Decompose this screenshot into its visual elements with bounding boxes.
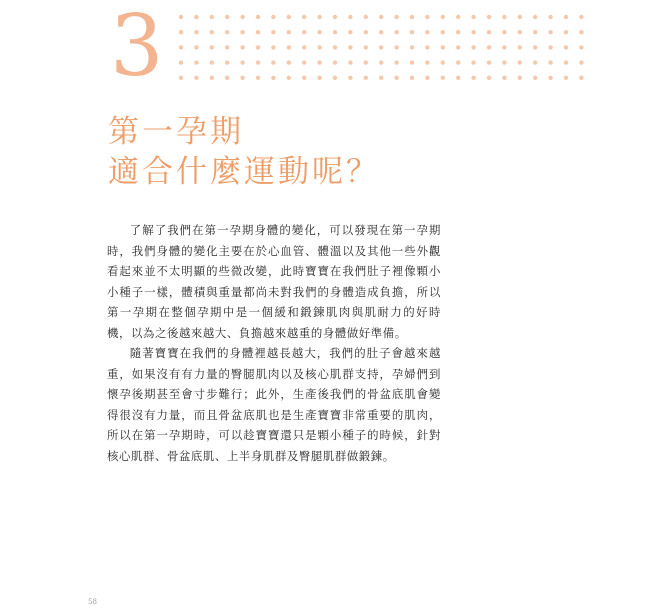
decorative-dot bbox=[256, 76, 260, 80]
chapter-number: 3 bbox=[110, 0, 164, 95]
decorative-dot bbox=[225, 15, 229, 19]
decorative-dot bbox=[471, 30, 475, 34]
decorative-dot bbox=[348, 76, 352, 80]
decorative-dot bbox=[564, 60, 568, 64]
decorative-dot bbox=[287, 45, 291, 49]
decorative-dot bbox=[333, 76, 337, 80]
title-line-2: 適合什麼運動呢？ bbox=[108, 154, 380, 190]
decorative-dot bbox=[194, 60, 198, 64]
decorative-dot bbox=[579, 45, 583, 49]
decorative-dot bbox=[394, 30, 398, 34]
decorative-dot bbox=[518, 76, 522, 80]
decorative-dot bbox=[194, 45, 198, 49]
decorative-dot bbox=[502, 76, 506, 80]
decorative-dot bbox=[240, 60, 244, 64]
decorative-dot bbox=[364, 45, 368, 49]
decorative-dot bbox=[302, 60, 306, 64]
decorative-dot bbox=[225, 76, 229, 80]
decorative-dot bbox=[240, 76, 244, 80]
decorative-dot bbox=[364, 15, 368, 19]
decorative-dot bbox=[502, 60, 506, 64]
decorative-dot bbox=[379, 15, 383, 19]
decorative-dot bbox=[317, 76, 321, 80]
decorative-dot bbox=[533, 30, 537, 34]
decorative-dot bbox=[364, 60, 368, 64]
decorative-dot bbox=[533, 76, 537, 80]
decorative-dot bbox=[348, 45, 352, 49]
decorative-dot bbox=[333, 60, 337, 64]
decorative-dot bbox=[364, 76, 368, 80]
decorative-dot bbox=[256, 45, 260, 49]
paragraph: 隨著寶寶在我們的身體裡越長越大，我們的肚子會越來越重，如果沒有有力量的臀腿肌肉以及核心肌群支持，孕婦們到懷孕後期甚至會寸步難行；此外，生產後我們的骨盆底肌會變得很沒有力量，而且骨盆底肌也是生產寶寶非常重要的肌肉，所以在第一孕期時，可以趁寶寶還只是顆小種子的時候，針對核心肌群、骨盆底肌、上半身肌群及臀腿肌群做鍛鍊。 bbox=[107, 346, 441, 463]
decorative-dot bbox=[287, 60, 291, 64]
decorative-dot bbox=[210, 76, 214, 80]
decorative-dot bbox=[487, 15, 491, 19]
decorative-dot bbox=[548, 30, 552, 34]
decorative-dot bbox=[441, 30, 445, 34]
decorative-dot bbox=[579, 60, 583, 64]
decorative-dot bbox=[333, 45, 337, 49]
decorative-dot bbox=[179, 45, 183, 49]
decorative-dot bbox=[487, 60, 491, 64]
page-title bbox=[108, 112, 380, 192]
decorative-dot bbox=[548, 76, 552, 80]
page-number: 58 bbox=[88, 598, 97, 606]
decorative-dot bbox=[225, 30, 229, 34]
decorative-dot bbox=[194, 15, 198, 19]
paragraph: 了解了我們在第一孕期身體的變化，可以發現在第一孕期時，我們身體的變化主要在於心血管、體溫以及其他一些外觀看起來並不太明顯的些微改變，此時寶寶在我們肚子裡像顆小小種子一樣，體積與重量都尚未對我們的身體造成負擔，所以第一孕期在整個孕期中是一個緩和鍛鍊肌肉與肌耐力的好時機，以為之後越來越大、負擔越來越重的身體做好準備。 bbox=[107, 223, 441, 340]
decorative-dot bbox=[410, 15, 414, 19]
decorative-dot bbox=[256, 15, 260, 19]
decorative-dot bbox=[210, 60, 214, 64]
decorative-dot bbox=[240, 30, 244, 34]
decorative-dot bbox=[456, 15, 460, 19]
decorative-dot bbox=[287, 30, 291, 34]
decorative-dot bbox=[518, 30, 522, 34]
decorative-dot bbox=[256, 30, 260, 34]
decorative-dot bbox=[271, 30, 275, 34]
decorative-dot bbox=[425, 76, 429, 80]
decorative-dot bbox=[564, 30, 568, 34]
decorative-dot bbox=[471, 15, 475, 19]
decorative-dot bbox=[579, 30, 583, 34]
title-line-1: 第一孕期 bbox=[108, 114, 244, 150]
decorative-dot bbox=[564, 45, 568, 49]
decorative-dot bbox=[302, 30, 306, 34]
decorative-dot bbox=[194, 30, 198, 34]
decorative-dot bbox=[456, 30, 460, 34]
decorative-dot bbox=[518, 45, 522, 49]
decorative-dot bbox=[502, 15, 506, 19]
decorative-dot bbox=[471, 60, 475, 64]
decorative-dot bbox=[348, 15, 352, 19]
decorative-dot bbox=[456, 45, 460, 49]
decorative-dot bbox=[348, 30, 352, 34]
decorative-dot bbox=[379, 76, 383, 80]
decorative-dot bbox=[379, 45, 383, 49]
decorative-dot bbox=[471, 76, 475, 80]
decorative-dot bbox=[410, 60, 414, 64]
decorative-dot bbox=[364, 30, 368, 34]
decorative-dot bbox=[271, 60, 275, 64]
decorative-dot bbox=[179, 60, 183, 64]
decorative-dot bbox=[502, 45, 506, 49]
decorative-dot bbox=[179, 15, 183, 19]
decorative-dot bbox=[302, 45, 306, 49]
decorative-dot bbox=[487, 76, 491, 80]
decorative-dot bbox=[271, 45, 275, 49]
decorative-dot bbox=[564, 15, 568, 19]
decorative-dot bbox=[225, 60, 229, 64]
decorative-dot bbox=[271, 15, 275, 19]
decorative-dot bbox=[425, 15, 429, 19]
decorative-dot bbox=[579, 15, 583, 19]
decorative-dot bbox=[487, 30, 491, 34]
decorative-dot bbox=[210, 30, 214, 34]
decorative-dot bbox=[425, 45, 429, 49]
decorative-dot bbox=[179, 76, 183, 80]
decorative-dot bbox=[533, 45, 537, 49]
decorative-dot bbox=[194, 76, 198, 80]
decorative-dot-grid bbox=[178, 14, 594, 86]
decorative-dot bbox=[518, 15, 522, 19]
decorative-dot bbox=[441, 60, 445, 64]
decorative-dot bbox=[456, 60, 460, 64]
decorative-dot bbox=[317, 30, 321, 34]
decorative-dot bbox=[518, 60, 522, 64]
decorative-dot bbox=[287, 76, 291, 80]
decorative-dot bbox=[425, 30, 429, 34]
decorative-dot bbox=[394, 60, 398, 64]
decorative-dot bbox=[333, 15, 337, 19]
decorative-dot bbox=[456, 76, 460, 80]
decorative-dot bbox=[579, 76, 583, 80]
decorative-dot bbox=[287, 15, 291, 19]
decorative-dot bbox=[410, 76, 414, 80]
decorative-dot bbox=[379, 60, 383, 64]
decorative-dot bbox=[240, 15, 244, 19]
decorative-dot bbox=[548, 60, 552, 64]
decorative-dot bbox=[240, 45, 244, 49]
decorative-dot bbox=[271, 76, 275, 80]
decorative-dot bbox=[348, 60, 352, 64]
decorative-dot bbox=[502, 30, 506, 34]
decorative-dot bbox=[210, 45, 214, 49]
decorative-dot bbox=[256, 60, 260, 64]
decorative-dot bbox=[548, 15, 552, 19]
decorative-dot bbox=[179, 30, 183, 34]
decorative-dot bbox=[533, 60, 537, 64]
decorative-dot bbox=[302, 15, 306, 19]
decorative-dot bbox=[441, 15, 445, 19]
decorative-dot bbox=[564, 76, 568, 80]
decorative-dot bbox=[317, 45, 321, 49]
decorative-dot bbox=[317, 60, 321, 64]
body-text bbox=[107, 220, 441, 466]
decorative-dot bbox=[210, 15, 214, 19]
decorative-dot bbox=[441, 45, 445, 49]
decorative-dot bbox=[394, 45, 398, 49]
decorative-dot bbox=[441, 76, 445, 80]
decorative-dot bbox=[333, 30, 337, 34]
decorative-dot bbox=[425, 60, 429, 64]
decorative-dot bbox=[317, 15, 321, 19]
decorative-dot bbox=[487, 45, 491, 49]
decorative-dot bbox=[410, 45, 414, 49]
decorative-dot bbox=[548, 45, 552, 49]
decorative-dot bbox=[379, 30, 383, 34]
decorative-dot bbox=[225, 45, 229, 49]
decorative-dot bbox=[394, 15, 398, 19]
decorative-dot bbox=[410, 30, 414, 34]
decorative-dot bbox=[533, 15, 537, 19]
decorative-dot bbox=[394, 76, 398, 80]
decorative-dot bbox=[302, 76, 306, 80]
decorative-dot bbox=[471, 45, 475, 49]
